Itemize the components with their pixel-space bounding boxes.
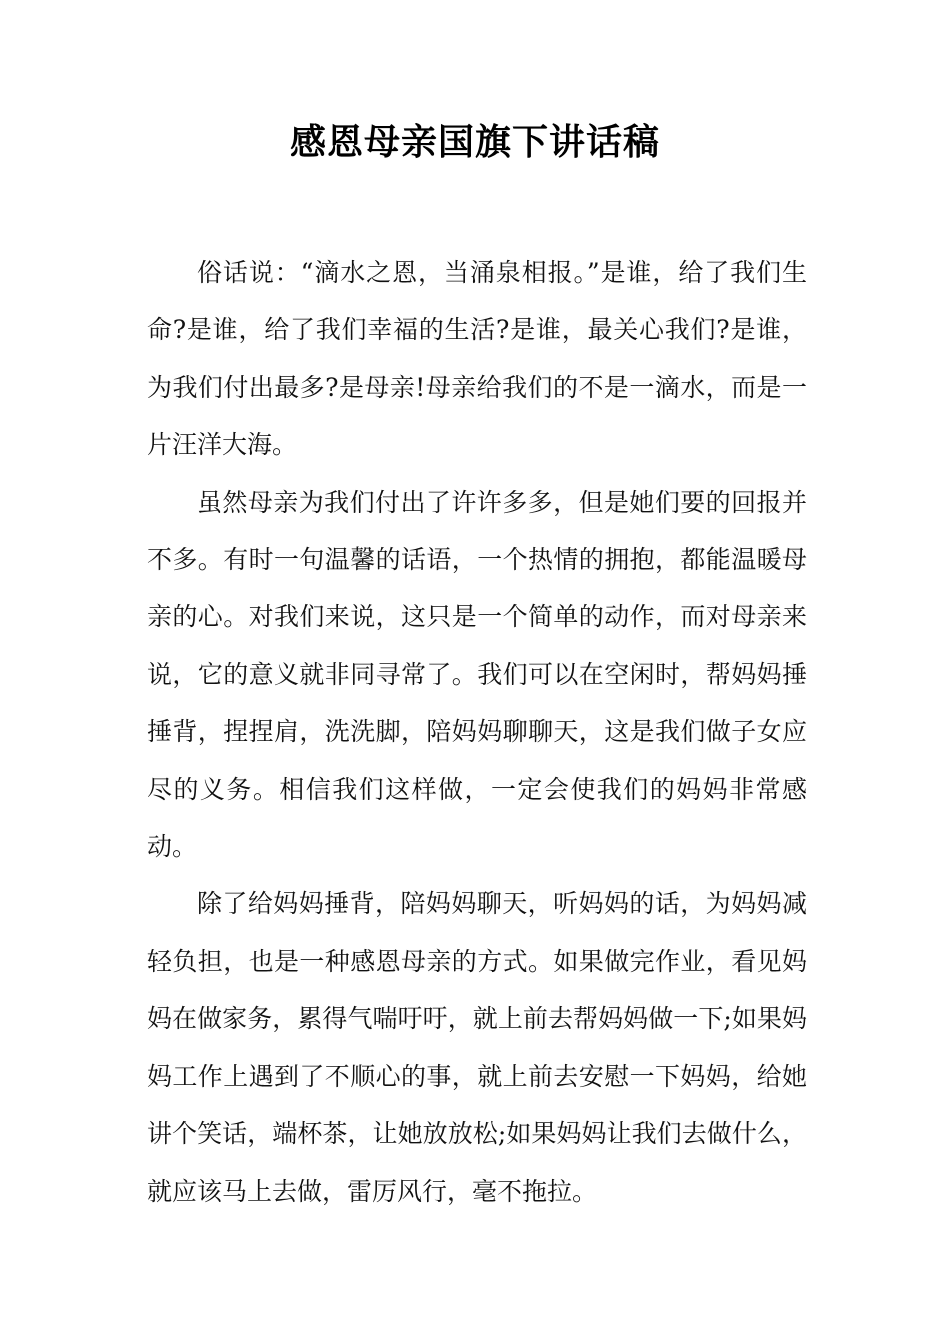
document-body [147, 244, 807, 1220]
paragraph-2: 虽然母亲为我们付出了许许多多，但是她们要的回报并不多。有时一句温馨的话语，一个热情的拥抱，都能温暖母亲的心。对我们来说，这只是一个简单的动作，而对母亲来说，它的意义就非同寻常了。我们可以在空闲时，帮妈妈捶捶背，捏捏肩，洗洗脚，陪妈妈聊聊天，这是我们做子女应尽的义务。相信我们这样做，一定会使我们的妈妈非常感动。 [147, 487, 807, 862]
document-title: 感恩母亲国旗下讲话稿 [289, 122, 660, 163]
paragraph-1: 俗话说：“滴水之恩，当涌泉相报。”是谁，给了我们生命?是谁，给了我们幸福的生活?是谁，最关心我们?是谁，为我们付出最多?是母亲!母亲给我们的不是一滴水，而是一片汪洋大海。 [147, 258, 807, 460]
paragraph-3: 除了给妈妈捶背，陪妈妈聊天，听妈妈的话，为妈妈减轻负担，也是一种感恩母亲的方式。如果做完作业，看见妈妈在做家务，累得气喘吁吁，就上前去帮妈妈做一下;如果妈妈工作上遇到了不顺心的事，就上前去安慰一下妈妈，给她讲个笑话，端杯茶，让她放放松;如果妈妈让我们去做什么，就应该马上去做，雷厉风行，毫不拖拉。 [147, 889, 807, 1206]
